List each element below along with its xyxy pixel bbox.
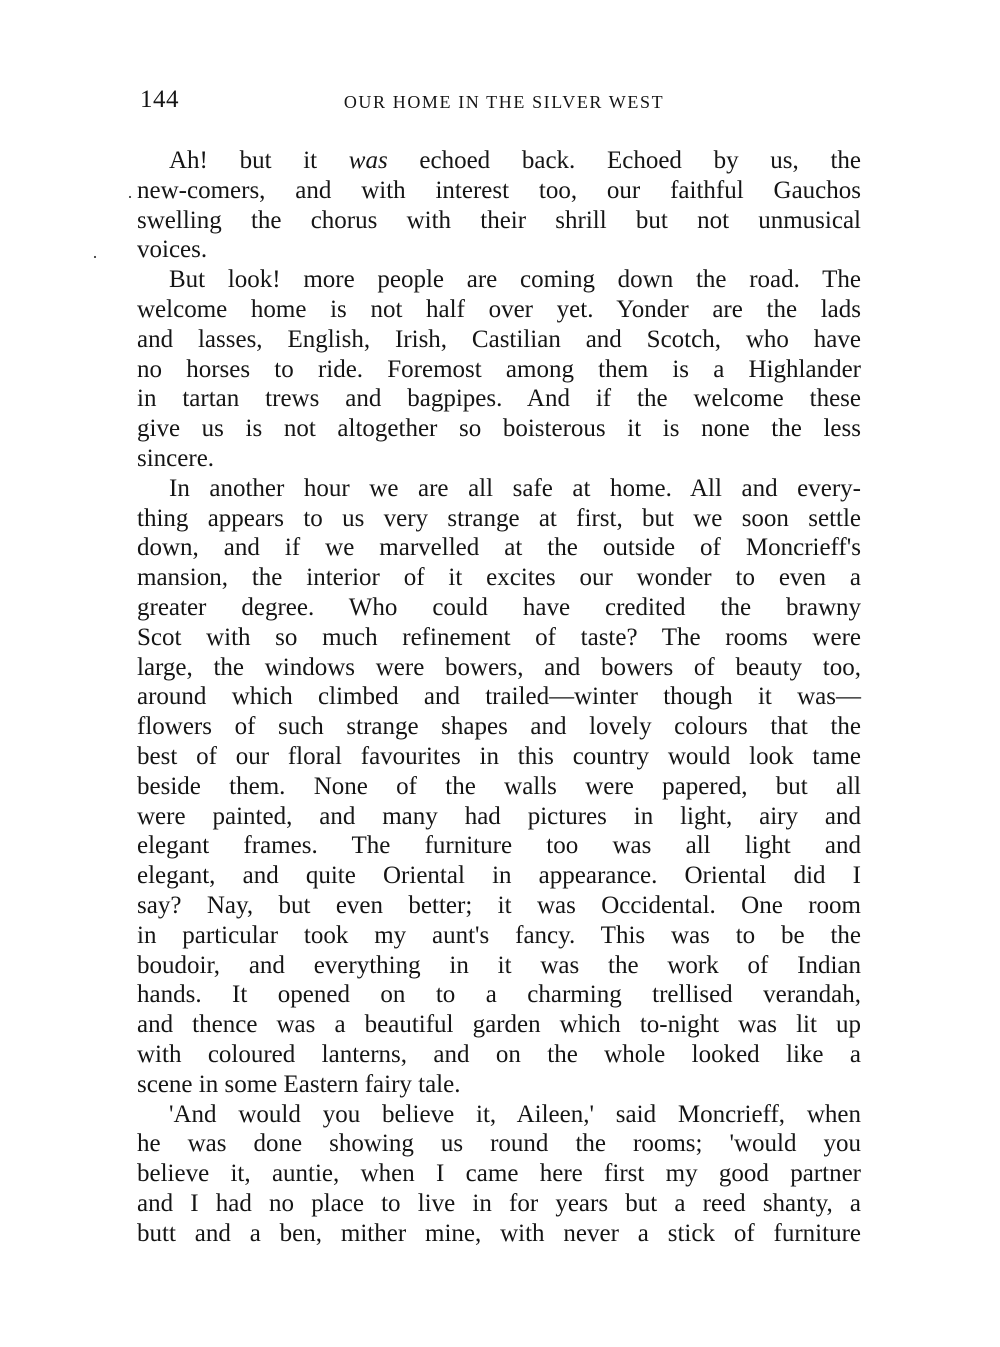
text-line: But look! more people are coming down the road. The	[169, 266, 861, 294]
paragraph	[137, 146, 861, 265]
text-line: give us is not altogether so boisterous it is none the less	[137, 415, 861, 443]
text-line: swelling the chorus with their shrill but not unmusical	[137, 206, 861, 234]
emphasis: was	[348, 147, 388, 174]
text-line: scene in some Eastern fairy tale.	[137, 1070, 461, 1098]
text-line: boudoir, and everything in it was the work of Indian	[137, 951, 861, 979]
text-line: elegant frames. The furniture too was all light and	[137, 832, 861, 860]
text-line: welcome home is not half over yet. Yonder are the lads	[137, 295, 861, 323]
text-line: 'And would you believe it, Aileen,' said Moncrieff, when	[169, 1100, 861, 1128]
paragraph	[137, 474, 861, 1100]
paragraph	[137, 1100, 861, 1249]
body-text	[137, 146, 861, 1248]
text-line: Scot with so much refinement of taste? The rooms were	[137, 623, 861, 651]
text-line: greater degree. Who could have credited the brawny	[137, 593, 861, 621]
text-line: Ah! but it was echoed back. Echoed by us, the	[169, 147, 862, 174]
text-line: and thence was a beautiful garden which to-night was lit up	[137, 1011, 861, 1039]
text-line: and lasses, English, Irish, Castilian and Scotch, who have	[137, 325, 861, 353]
text-line: and I had no place to live in for years but a reed shanty, a	[137, 1189, 861, 1217]
text-line: were painted, and many had pictures in light, airy and	[137, 802, 861, 830]
text-line: beside them. None of the walls were papered, but all	[137, 772, 861, 800]
text-line: best of our floral favourites in this country would look tame	[137, 742, 861, 770]
text-line: large, the windows were bowers, and bowers of beauty too,	[137, 653, 861, 681]
text-line: thing appears to us very strange at first, but we soon settle	[137, 504, 861, 532]
running-title: OUR HOME IN THE SILVER WEST	[343, 92, 665, 112]
text-line: in particular took my aunt's fancy. This was to be the	[137, 921, 861, 949]
text-line: voices.	[137, 236, 208, 264]
text-line: believe it, auntie, when I came here first my good partner	[137, 1160, 861, 1188]
text-line: he was done showing us round the rooms; 'would you	[137, 1130, 861, 1158]
paragraph	[137, 265, 861, 474]
running-head	[140, 86, 860, 120]
margin-speck: ·	[92, 247, 98, 267]
page-number: 144	[140, 86, 179, 113]
text-line: in tartan trews and bagpipes. And if the welcome these	[137, 385, 861, 413]
text-line: new-comers, and with interest too, our faithful Gauchos	[137, 176, 861, 204]
text-line: down, and if we marvelled at the outside of Moncrieff's	[137, 534, 861, 562]
text-line: no horses to ride. Foremost among them is a Highlander	[137, 355, 861, 383]
text-line: flowers of such strange shapes and lovely colours that the	[137, 713, 861, 741]
text-line: with coloured lanterns, and on the whole looked like a	[137, 1040, 861, 1068]
text-line: sincere.	[137, 444, 215, 472]
text-line: say? Nay, but even better; it was Occidental. One room	[137, 891, 861, 919]
text-line: around which climbed and trailed—winter though it was—	[137, 683, 861, 711]
margin-speck: ·	[127, 187, 133, 207]
text-line: hands. It opened on to a charming trellised verandah,	[137, 981, 861, 1009]
text-line: elegant, and quite Oriental in appearance. Oriental did I	[137, 862, 861, 890]
text-line: butt and a ben, mither mine, with never a stick of furniture	[137, 1219, 861, 1247]
text-line: In another hour we are all safe at home. All and every-	[169, 474, 861, 502]
text-line: mansion, the interior of it excites our wonder to even a	[137, 564, 861, 592]
